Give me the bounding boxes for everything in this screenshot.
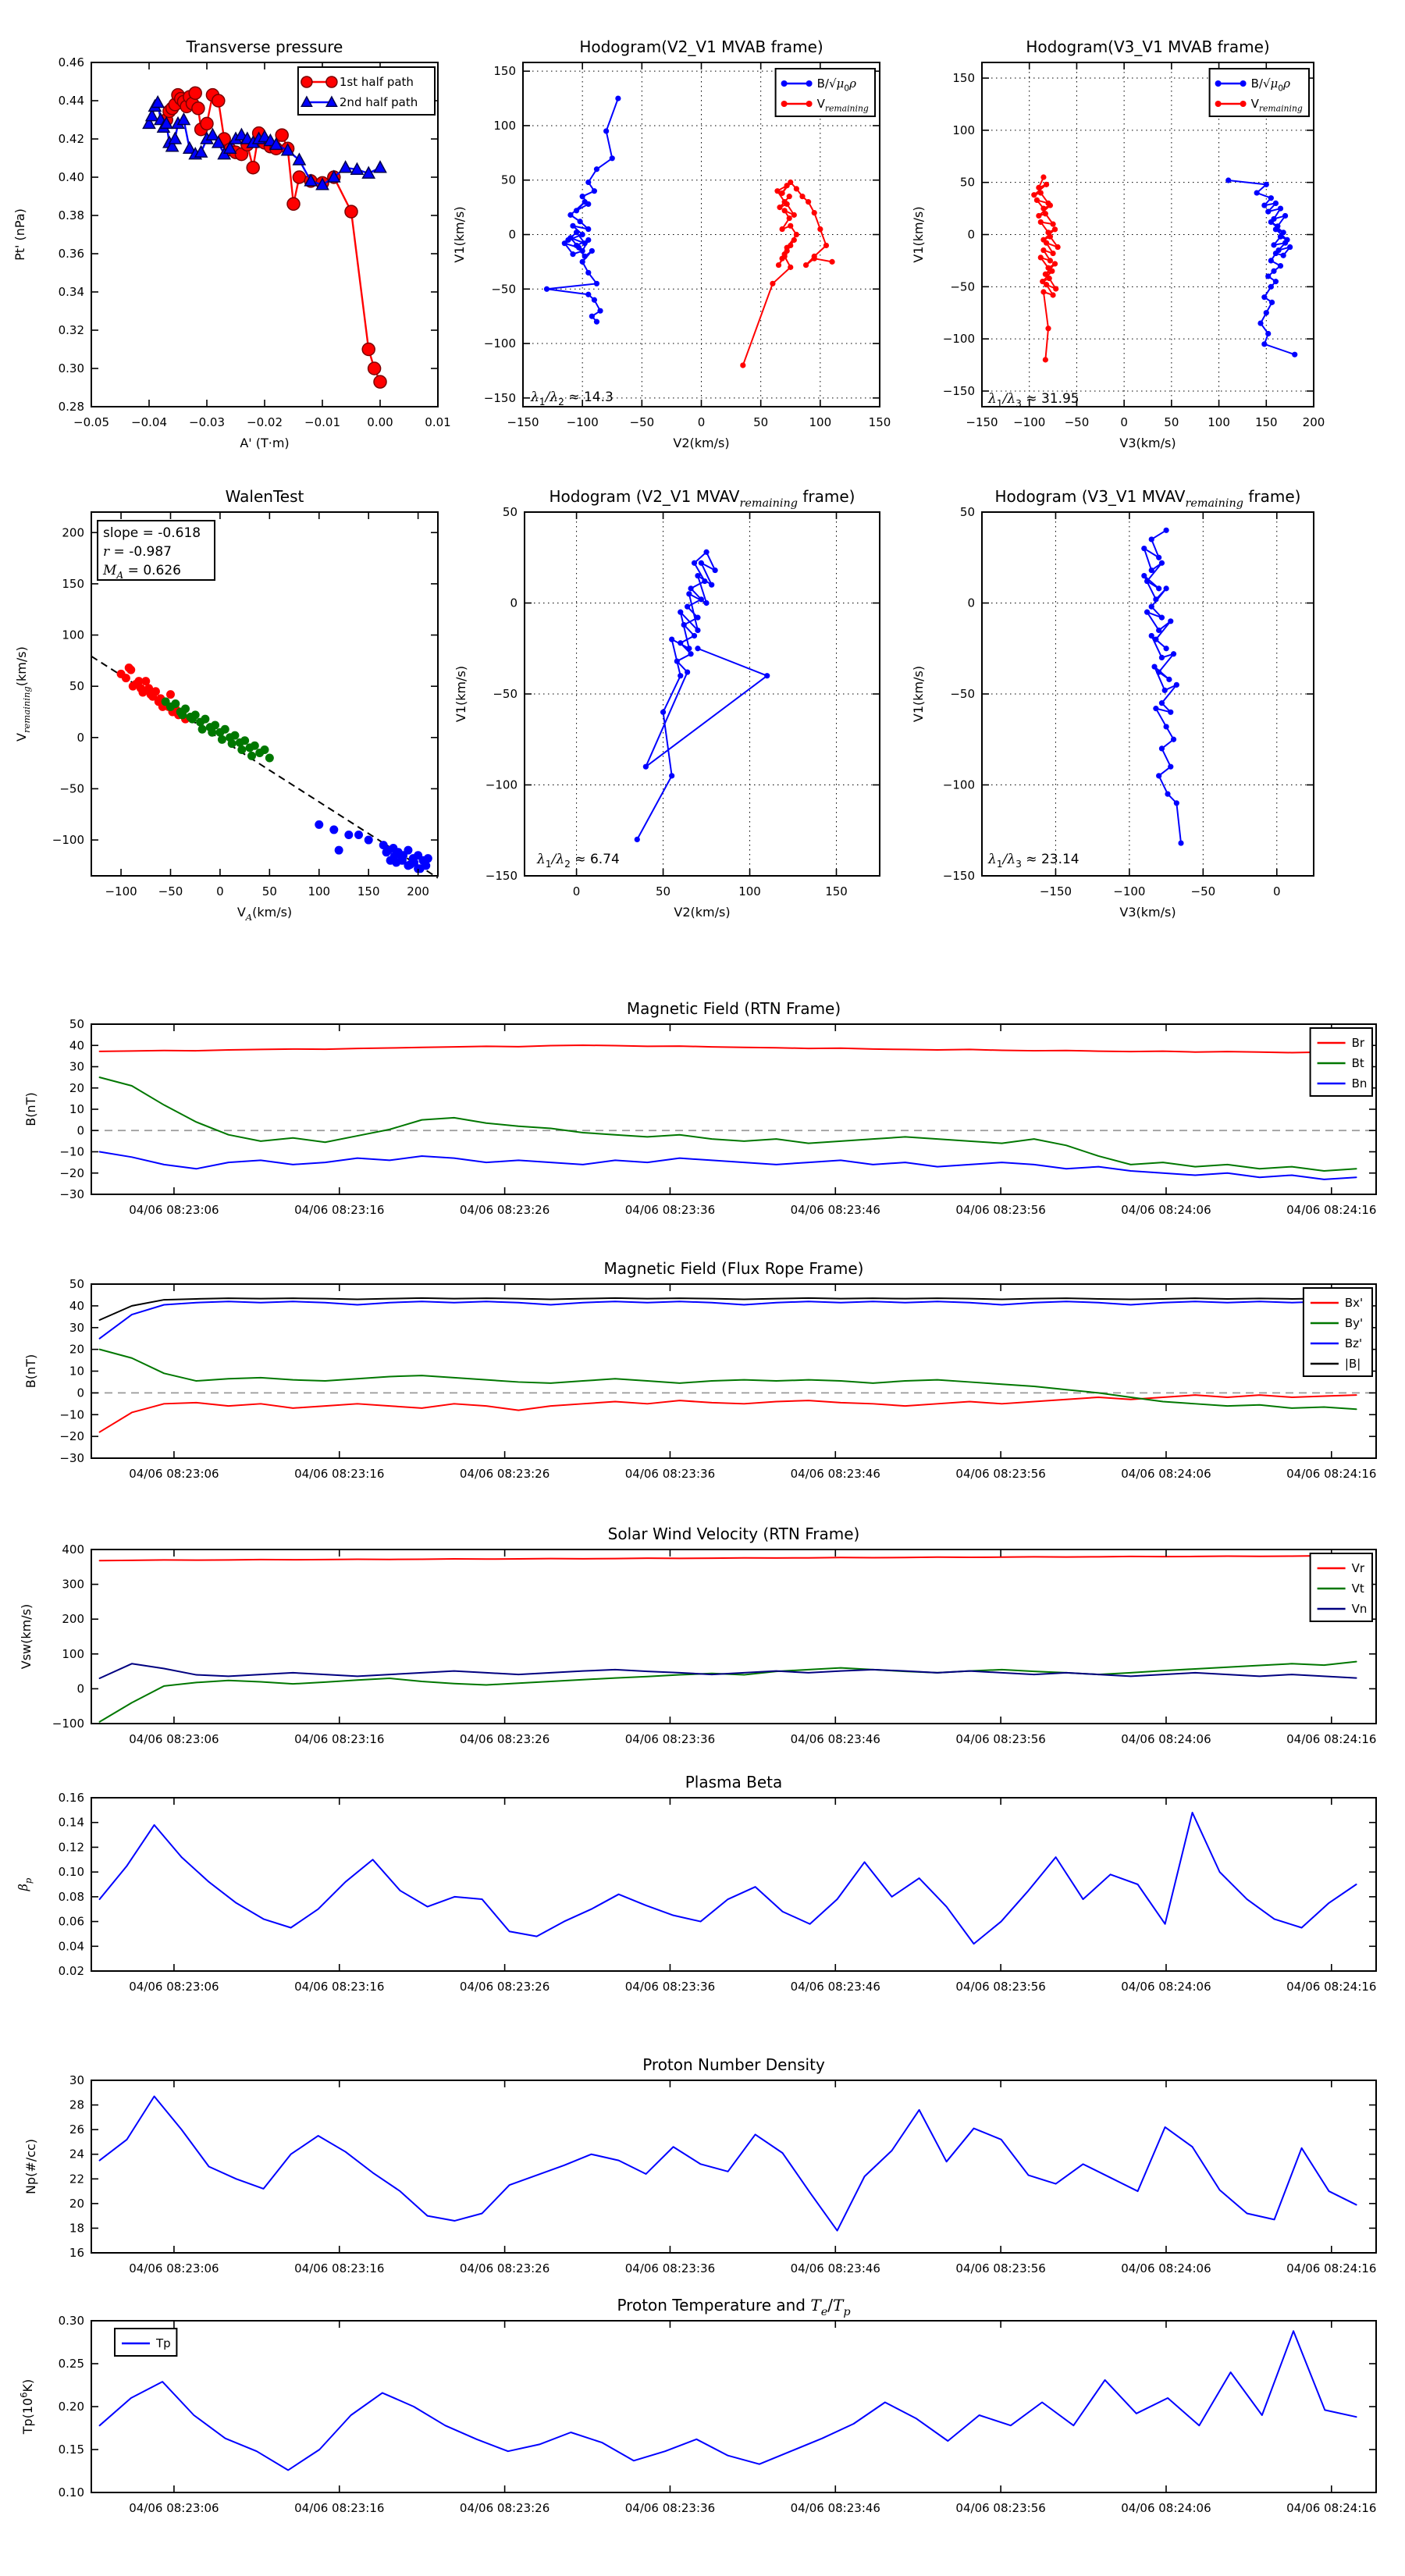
x-tick-label: 04/06 08:23:46 [790,2501,880,2515]
x-tick-label: 04/06 08:24:06 [1121,1467,1211,1481]
chart-transverse-pressure [12,37,451,450]
y-tick-label: 40 [69,1298,84,1313]
chart-title: Transverse pressure [186,37,343,56]
legend-label: Bn [1351,1076,1368,1091]
y-tick-label: 0.36 [58,247,84,261]
x-tick-label: 04/06 08:24:06 [1121,1980,1211,1994]
x-tick-label: 04/06 08:23:36 [624,1980,716,1994]
y-tick-label: 0.30 [58,361,84,375]
x-tick-label: 04/06 08:23:16 [294,1467,385,1481]
y-tick-label: 0.10 [58,2485,84,2500]
y-tick-label: 100 [952,123,975,137]
y-tick-label: 0.30 [58,2314,84,2328]
y-axis-label: $V_{remaining}(km/s)$ [14,646,32,742]
legend [776,69,875,116]
y-tick-label: 0 [76,730,84,745]
x-tick-label: 200 [407,884,429,898]
y-tick-label: 0 [76,1681,84,1696]
annotation-box [98,521,215,581]
y-tick-label: −150 [942,869,975,883]
x-tick-label: 04/06 08:23:46 [790,1732,880,1746]
y-tick-label: 50 [500,173,516,187]
y-tick-label: 16 [69,2246,84,2260]
y-tick-label: 28 [69,2097,84,2112]
legend-label: Vn [1351,1602,1368,1616]
y-tick-label: 24 [69,2147,84,2161]
chart-walen-test [14,487,438,923]
y-axis-label: $\beta_p$ [16,1877,34,1891]
y-tick-label: 0.15 [58,2443,84,2457]
x-tick-label: 150 [1254,415,1278,429]
x-tick-label: 04/06 08:23:36 [624,1467,716,1481]
x-tick-label: 04/06 08:23:16 [294,1203,385,1217]
y-tick-label: 0 [76,1123,84,1138]
chart-hodogram-v3v1-mvav [911,487,1314,920]
chart-proton-temp [19,2296,1377,2515]
y-axis-label: V1(km/s) [454,665,468,723]
legend [1304,1288,1372,1376]
x-tick-label: −150 [1039,884,1072,898]
x-tick-label: 0 [572,884,581,898]
chart-title: Magnetic Field (RTN Frame) [626,999,841,1018]
y-tick-label: 22 [69,2172,84,2186]
legend-label: $V_{remaining}$ [816,97,869,114]
y-axis-label: V1(km/s) [911,665,926,723]
y-tick-label: 0.46 [58,55,84,69]
x-tick-label: 50 [1164,415,1179,429]
y-tick-label: 20 [69,2196,84,2211]
chart-bfield-fluxrope [23,1259,1376,1481]
y-tick-label: 20 [69,1080,84,1095]
y-axis-label: Vsw(km/s) [19,1603,34,1670]
y-tick-label: 0.44 [58,94,84,108]
y-tick-label: 50 [959,175,975,190]
x-tick-label: 04/06 08:24:06 [1121,2501,1211,2515]
x-tick-label: −100 [566,415,599,429]
x-tick-label: 04/06 08:23:56 [955,1467,1046,1481]
x-tick-label: 04/06 08:24:16 [1286,1980,1377,1994]
y-tick-label: 400 [62,1542,84,1557]
y-tick-label: 50 [502,505,518,519]
chart-title: Hodogram (V3_V1 $MVAV_{remaining}$ frame) [994,487,1301,510]
x-tick-label: 04/06 08:24:16 [1286,2261,1377,2275]
x-tick-label: 04/06 08:23:06 [129,1467,219,1481]
y-tick-label: 150 [493,64,516,79]
chart-title: Hodogram (V2_V1 $MVAV_{remaining}$ frame) [549,487,855,510]
y-tick-label: 0.42 [58,132,84,146]
x-tick-label: 04/06 08:23:56 [955,1980,1046,1994]
x-tick-label: 0 [697,415,706,429]
x-tick-label: −0.05 [73,415,109,429]
y-tick-label: 26 [69,2122,84,2137]
y-tick-label: 50 [69,1017,84,1031]
legend-label: |B| [1344,1357,1361,1371]
x-tick-label: 04/06 08:24:16 [1286,1203,1377,1217]
x-tick-label: −150 [966,415,998,429]
x-tick-label: 150 [868,415,891,429]
x-tick-label: 04/06 08:23:36 [624,1203,716,1217]
x-tick-label: 04/06 08:23:06 [129,1203,219,1217]
legend-label: 1st half path [339,75,414,89]
x-tick-label: −0.04 [131,415,167,429]
y-tick-label: −150 [942,383,975,398]
legend [298,67,435,115]
chart-title: WalenTest [225,487,304,506]
x-tick-label: 04/06 08:23:56 [955,1203,1046,1217]
x-tick-label: 04/06 08:23:16 [294,2501,385,2515]
x-tick-label: 0.01 [425,415,451,429]
legend-label: $V_{remaining}$ [1250,97,1303,114]
y-tick-label: 30 [69,1320,84,1335]
x-tick-label: 04/06 08:23:16 [294,2261,385,2275]
annotation: $\lambda_1/\lambda_2 \approx 6.74$ [537,852,620,870]
legend-label: Bz' [1344,1336,1363,1350]
legend-label: By' [1344,1316,1364,1330]
y-tick-label: 0 [76,1386,84,1400]
x-axis-label: V2(km/s) [674,905,731,920]
x-tick-label: 04/06 08:23:06 [129,1980,219,1994]
x-axis-label: $V_A(km/s)$ [237,905,293,923]
x-tick-label: −50 [1064,415,1090,429]
x-tick-label: 04/06 08:23:56 [955,1732,1046,1746]
x-tick-label: 100 [809,415,832,429]
x-tick-label: 04/06 08:23:06 [129,2261,219,2275]
annotation: $\lambda_1/\lambda_3 \approx 23.14$ [988,852,1080,870]
y-tick-label: 0.25 [58,2357,84,2371]
y-tick-label: 100 [493,118,516,133]
x-tick-label: 04/06 08:24:16 [1286,2501,1377,2515]
x-tick-label: 04/06 08:23:06 [129,2501,219,2515]
chart-title: Magnetic Field (Flux Rope Frame) [603,1259,864,1278]
x-tick-label: −50 [158,884,183,898]
x-tick-label: −0.03 [189,415,225,429]
x-axis-label: V2(km/s) [673,436,730,450]
y-tick-label: −20 [59,1165,84,1180]
chart-title: Hodogram(V2_V1 MVAB frame) [579,37,823,56]
x-tick-label: 100 [738,884,761,898]
x-tick-label: 0 [1273,884,1281,898]
x-tick-label: 50 [261,884,277,898]
y-axis-label: Pt' (nPa) [12,208,27,261]
x-tick-label: −100 [1113,884,1146,898]
legend-label: Br [1351,1036,1365,1050]
y-axis-label: $Tp(10^6K)$ [18,2379,35,2435]
x-tick-label: 04/06 08:23:26 [459,2501,550,2515]
y-tick-label: −30 [59,1451,84,1465]
chart-plasma-beta [16,1773,1376,1994]
y-tick-label: −50 [493,687,518,701]
annotation: $\lambda_1/\lambda_2 \approx 14.3$ [531,390,614,408]
x-tick-label: 200 [1302,415,1325,429]
y-tick-label: 200 [62,525,84,540]
x-tick-label: 04/06 08:24:16 [1286,1732,1377,1746]
y-tick-label: 0.06 [58,1914,84,1929]
x-tick-label: 04/06 08:23:46 [790,1980,880,1994]
x-tick-label: 04/06 08:23:56 [955,2261,1046,2275]
y-tick-label: 50 [959,505,975,519]
chart-proton-density [23,2055,1376,2275]
y-tick-label: −100 [942,332,975,347]
y-tick-label: 0.34 [58,285,84,299]
y-tick-label: 50 [69,1277,84,1291]
legend-label: $B/√\mu_0\rho$ [816,76,856,94]
y-tick-label: 0.20 [58,2400,84,2414]
y-tick-label: 0.40 [58,170,84,184]
x-tick-label: 04/06 08:23:26 [459,2261,550,2275]
y-tick-label: −150 [483,390,516,405]
x-tick-label: 04/06 08:23:56 [955,2501,1046,2515]
x-tick-label: 04/06 08:23:06 [129,1732,219,1746]
x-tick-label: 04/06 08:23:36 [624,1732,716,1746]
chart-title: Hodogram(V3_V1 MVAB frame) [1026,37,1270,56]
legend-label: Bt [1351,1056,1364,1070]
y-tick-label: 0.08 [58,1889,84,1904]
y-tick-label: 100 [62,1646,84,1661]
legend-label: Tp [156,2336,171,2350]
x-tick-label: 04/06 08:23:26 [459,1203,550,1217]
chart-hodogram-v2v1-mvav [454,487,880,920]
y-axis-label: B(nT) [23,1092,38,1126]
legend-label: Bx' [1344,1296,1364,1310]
chart-title: Proton Number Density [642,2055,825,2074]
annotation-line: r = -0.987 [103,544,172,560]
y-tick-label: −20 [59,1429,84,1444]
y-tick-label: 30 [69,2073,84,2087]
y-tick-label: 50 [69,679,84,694]
x-tick-label: −150 [507,415,539,429]
y-tick-label: −100 [485,777,518,792]
chart-hodogram-v3v1-mvab [911,37,1325,450]
x-tick-label: 04/06 08:24:06 [1121,2261,1211,2275]
x-tick-label: 04/06 08:24:16 [1286,1467,1377,1481]
legend [1210,69,1309,116]
x-axis-label: V3(km/s) [1119,905,1176,920]
y-axis-label: V1(km/s) [911,206,926,263]
y-tick-label: 0.38 [58,208,84,222]
legend [1311,1028,1372,1096]
y-tick-label: 40 [69,1038,84,1053]
x-tick-label: 04/06 08:24:06 [1121,1203,1211,1217]
y-tick-label: −100 [52,1717,84,1731]
y-tick-label: −50 [950,687,975,701]
x-tick-label: 04/06 08:23:16 [294,1732,385,1746]
x-tick-label: −50 [629,415,655,429]
y-tick-label: −100 [483,336,516,351]
x-tick-label: 150 [825,884,848,898]
y-tick-label: 0.28 [58,400,84,414]
y-tick-label: 100 [62,628,84,642]
x-tick-label: 0.00 [367,415,393,429]
x-tick-label: 04/06 08:23:16 [294,1980,385,1994]
x-tick-label: 50 [656,884,671,898]
y-tick-label: −100 [52,833,84,848]
legend-label: Vr [1351,1561,1365,1575]
annotation: $\lambda_1/\lambda_3 \approx 31.95$ [988,391,1080,410]
y-tick-label: 300 [62,1577,84,1592]
y-tick-label: 0.12 [58,1840,84,1855]
legend [115,2329,176,2356]
chart-hodogram-v2v1-mvab [452,37,891,450]
x-tick-label: −100 [105,884,137,898]
y-tick-label: 0 [967,227,975,242]
x-tick-label: 50 [753,415,769,429]
x-tick-label: 04/06 08:23:36 [624,2261,716,2275]
y-tick-label: −30 [59,1187,84,1201]
legend [1311,1553,1372,1621]
x-tick-label: 04/06 08:23:26 [459,1467,550,1481]
x-tick-label: 04/06 08:24:06 [1121,1732,1211,1746]
y-tick-label: 200 [62,1612,84,1627]
y-tick-label: 0.14 [58,1815,84,1830]
y-tick-label: 150 [62,576,84,591]
x-tick-label: 04/06 08:23:26 [459,1980,550,1994]
y-tick-label: 30 [69,1059,84,1074]
x-tick-label: 04/06 08:23:36 [624,2501,716,2515]
y-axis-label: B(nT) [23,1354,38,1389]
x-tick-label: 04/06 08:23:46 [790,2261,880,2275]
chart-bfield-rtn [23,999,1376,1217]
x-tick-label: 150 [357,884,380,898]
x-tick-label: 100 [1208,415,1230,429]
y-tick-label: 10 [69,1364,84,1379]
chart-title: Proton Temperature and $T_e/T_p$ [617,2296,851,2318]
y-tick-label: 18 [69,2221,84,2236]
x-axis-label: A' (T·m) [240,436,290,450]
y-tick-label: 0 [508,227,516,242]
x-axis-label: V3(km/s) [1119,436,1176,450]
y-tick-label: 0.04 [58,1939,84,1954]
x-tick-label: 0 [1120,415,1128,429]
x-tick-label: 04/06 08:23:46 [790,1203,880,1217]
y-tick-label: −50 [59,781,84,796]
y-tick-label: −10 [59,1144,84,1159]
y-tick-label: −50 [491,282,516,297]
x-tick-label: −50 [1190,884,1216,898]
y-tick-label: −50 [950,279,975,294]
legend-label: $B/√\mu_0\rho$ [1250,76,1290,94]
y-tick-label: 150 [952,71,975,86]
legend-label: 2nd half path [339,95,418,109]
x-tick-label: 04/06 08:23:46 [790,1467,880,1481]
y-tick-label: −100 [942,777,975,792]
y-tick-label: 0.32 [58,323,84,337]
x-tick-label: −0.01 [304,415,340,429]
y-axis-label: V1(km/s) [452,206,467,263]
y-tick-label: 0.16 [58,1791,84,1805]
legend-label: Vt [1351,1582,1364,1596]
x-tick-label: 04/06 08:23:26 [459,1732,550,1746]
y-axis-label: Np(#/cc) [23,2139,38,2194]
x-tick-label: −0.02 [247,415,283,429]
y-tick-label: −150 [485,869,518,883]
annotation-line: $M_A = 0.626$ [103,563,181,582]
y-tick-label: 0.02 [58,1964,84,1978]
y-tick-label: 10 [69,1102,84,1116]
y-tick-label: −10 [59,1407,84,1422]
y-tick-label: 0 [967,596,975,610]
x-tick-label: 100 [308,884,331,898]
y-tick-label: 0.10 [58,1865,84,1880]
annotation-line: slope = -0.618 [103,525,201,541]
x-tick-label: 0 [216,884,224,898]
chart-title: Solar Wind Velocity (RTN Frame) [607,1525,860,1543]
y-tick-label: 0 [510,596,518,610]
y-tick-label: 20 [69,1342,84,1357]
chart-velocity-rtn [19,1525,1376,1746]
chart-title: Plasma Beta [685,1773,783,1791]
x-tick-label: −100 [1013,415,1046,429]
